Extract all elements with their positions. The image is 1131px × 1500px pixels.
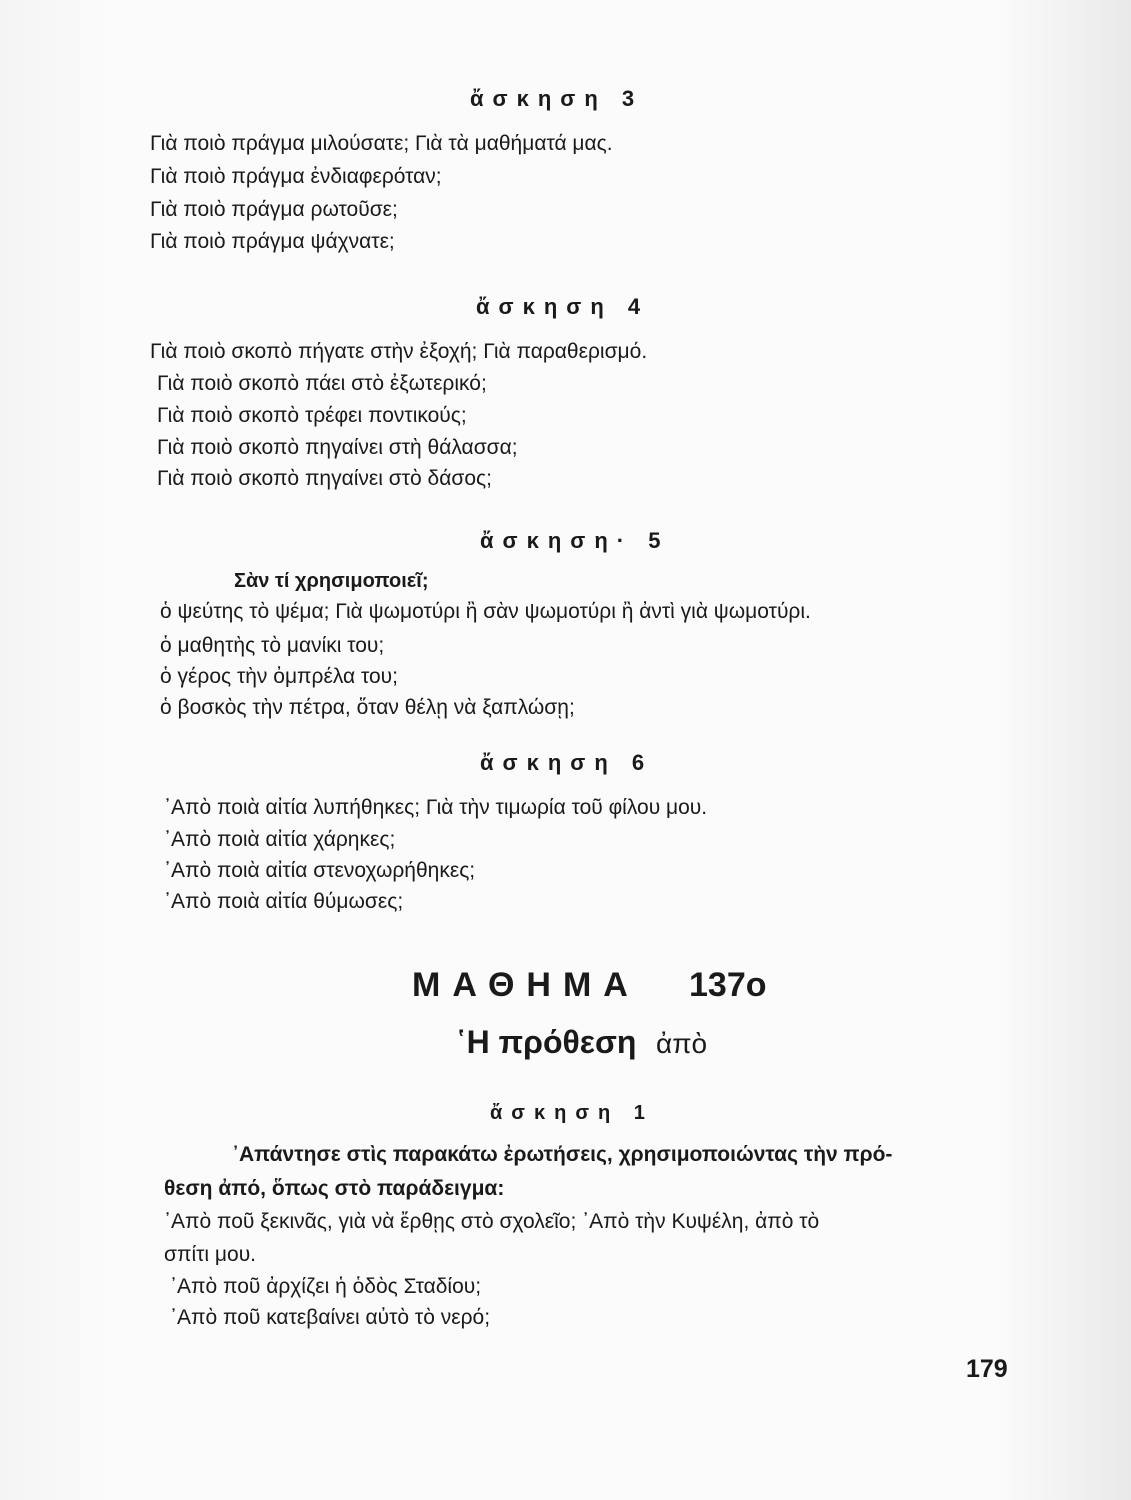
ex5-instruction: Σὰν τί χρησιμοποιεῖ; [234,570,429,592]
ex6-line-4: ᾿Απὸ ποιὰ αἰτία θύμωσες; [164,890,404,913]
ex4-line-2: Γιὰ ποιὸ σκοπὸ πάει στὸ ἐξωτερικό; [157,372,487,395]
ex1-line-4: ᾿Απὸ ποῦ κατεβαίνει αὐτὸ τὸ νερό; [170,1306,491,1329]
page-number: 179 [966,1355,1008,1383]
exercise-1-heading: ἄσκηση 1 [490,1102,654,1124]
lesson-subtitle-word: ἀπὸ [656,1028,708,1059]
ex3-line-2: Γιὰ ποιὸ πράγμα ἐνδιαφερόταν; [150,165,442,188]
ex3-line-3: Γιὰ ποιὸ πράγμα ρωτοῦσε; [150,198,398,221]
exercise-4-heading: ἄσκηση 4 [476,294,650,319]
ex1-line-2: σπίτι μου. [164,1243,257,1266]
ex4-line-4: Γιὰ ποιὸ σκοπὸ πηγαίνει στὴ θάλασσα; [157,436,518,459]
ex1-instruction-1: ᾿Απάντησε στὶς παρακάτω ἐρωτήσεις, χρησιμοποιώντας τὴν πρό- [232,1143,893,1166]
ex3-line-4: Γιὰ ποιὸ πράγμα ψάχνατε; [150,230,395,253]
ex5-line-4: ὁ βοσκὸς τὴν πέτρα, ὅταν θέλῃ νὰ ξαπλώσῃ; [160,696,575,719]
ex4-line-5: Γιὰ ποιὸ σκοπὸ πηγαίνει στὸ δάσος; [157,467,492,490]
ex6-line-2: ᾿Απὸ ποιὰ αἰτία χάρηκες; [164,828,396,851]
ex5-line-3: ὁ γέρος τὴν ὀμπρέλα του; [160,665,398,688]
ex1-instruction-2: θεση ἀπό, ὅπως στὸ παράδειγμα: [164,1177,505,1200]
ex3-line-1: Γιὰ ποιὸ πράγμα μιλούσατε; Γιὰ τὰ μαθήματά μας. [150,132,613,155]
ex4-line-3: Γιὰ ποιὸ σκοπὸ τρέφει ποντικούς; [157,404,467,427]
exercise-5-heading: ἄσκηση· 5 [480,528,670,553]
ex1-line-3: ᾿Απὸ ποῦ ἀρχίζει ἡ ὁδὸς Σταδίου; [170,1275,482,1298]
ex6-line-1: ᾿Απὸ ποιὰ αἰτία λυπήθηκες; Γιὰ τὴν τιμωρία τοῦ φίλου μου. [164,796,708,819]
exercise-6-heading: ἄσκηση 6 [480,750,654,775]
lesson-title: ΜΑΘΗΜΑ [412,966,640,1004]
ex5-line-2: ὁ μαθητὴς τὸ μανίκι του; [160,634,385,657]
ex5-line-1: ὁ ψεύτης τὸ ψέμα; Γιὰ ψωμοτύρι ἢ σὰν ψωμοτύρι ἢ ἀντὶ γιὰ ψωμοτύρι. [160,600,811,623]
lesson-number: 137ο [689,966,767,1004]
ex1-line-1: ᾿Απὸ ποῦ ξεκινᾶς, γιὰ νὰ ἔρθῃς στὸ σχολεῖο; ᾿Απὸ τὴν Κυψέλη, ἀπὸ τὸ [164,1210,820,1233]
lesson-subtitle: ῾Η πρόθεση [456,1024,637,1060]
exercise-3-heading: ἄσκηση 3 [470,86,644,111]
ex6-line-3: ᾿Απὸ ποιὰ αἰτία στενοχωρήθηκες; [164,859,476,882]
ex4-line-1: Γιὰ ποιὸ σκοπὸ πήγατε στὴν ἐξοχή; Γιὰ παραθερισμό. [150,340,648,363]
